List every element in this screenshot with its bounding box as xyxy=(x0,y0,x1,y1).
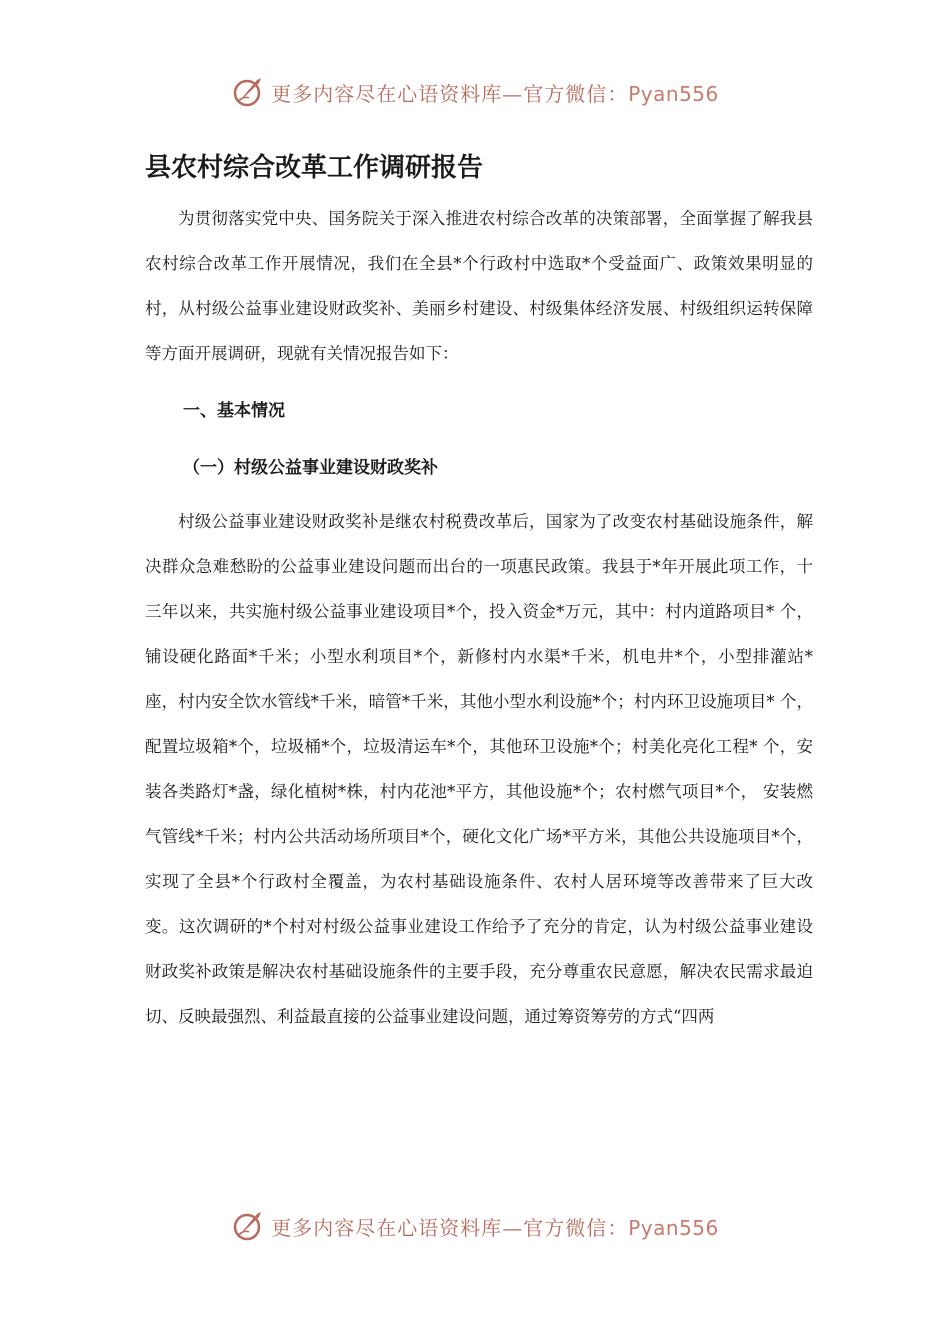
wechat-id: Pyan556 xyxy=(628,1215,719,1240)
banner-text: 更多内容尽在心语资料库—官方微信：Pyan556 xyxy=(271,81,719,106)
wechat-id: Pyan556 xyxy=(628,81,719,106)
quill-logo-icon xyxy=(231,74,267,110)
document-title: 县农村综合改革工作调研报告 xyxy=(145,153,484,183)
body-paragraph: 村级公益事业建设财政奖补是继农村税费改革后，国家为了改变农村基础设施条件，解决群众急难愁盼的公益事业建设问题而出台的一项惠民政策。我县于*年开展此项工作，十三年以来，共实施村级公益事业建设项目*个，投入资金*万元，其中：村内道路项目* 个，铺设硬化路面*千米；小型水利项目*个，新修村内水渠*千米，机电井*个，小型排灌站*座，村内安全饮水管线*千米，暗管*千米，其他小型水利设施*个；村内环卫设施项目* 个，配置垃圾箱*个，垃圾桶*个，垃圾清运车*个，其他环卫设施*个；村美化亮化工程* 个，安装各类路灯*盏，绿化植树*株，村内花池*平方，其他设施*个；农村燃气项目*个， 安装燃气管线*千米；村内公共活动场所项目*个，硬化文化广场*平方米，其他公共设施项目*个，实现了全县*个行政村全覆盖，为农村基础设施条件、农村人居环境等改善带来了巨大改变。这次调研的*个村对村级公益事业建设工作给予了充分的肯定，认为村级公益事业建设财政奖补政策是解决农村基础设施条件的主要手段，充分尊重农民意愿，解决农民需求最迫切、反映最强烈、利益最直接的公益事业建设问题，通过筹资筹劳的方式“四两 xyxy=(145,512,814,1026)
header-banner xyxy=(0,72,950,112)
banner-text: 更多内容尽在心语资料库—官方微信：Pyan556 xyxy=(271,1215,719,1240)
intro-paragraph: 为贯彻落实党中央、国务院关于深入推进农村综合改革的决策部署，全面掌握了解我县农村综合改革工作开展情况，我们在全县*个行政村中选取*个受益面广、政策效果明显的村，从村级公益事业建设财政奖补、美丽乡村建设、村级集体经济发展、村级组织运转保障等方面开展调研，现就有关情况报告如下： xyxy=(145,209,813,363)
quill-logo-icon xyxy=(231,1208,267,1244)
section-heading: 一、基本情况 xyxy=(183,401,285,421)
subsection-heading: （一）村级公益事业建设财政奖补 xyxy=(183,458,438,478)
footer-banner xyxy=(0,1206,950,1246)
